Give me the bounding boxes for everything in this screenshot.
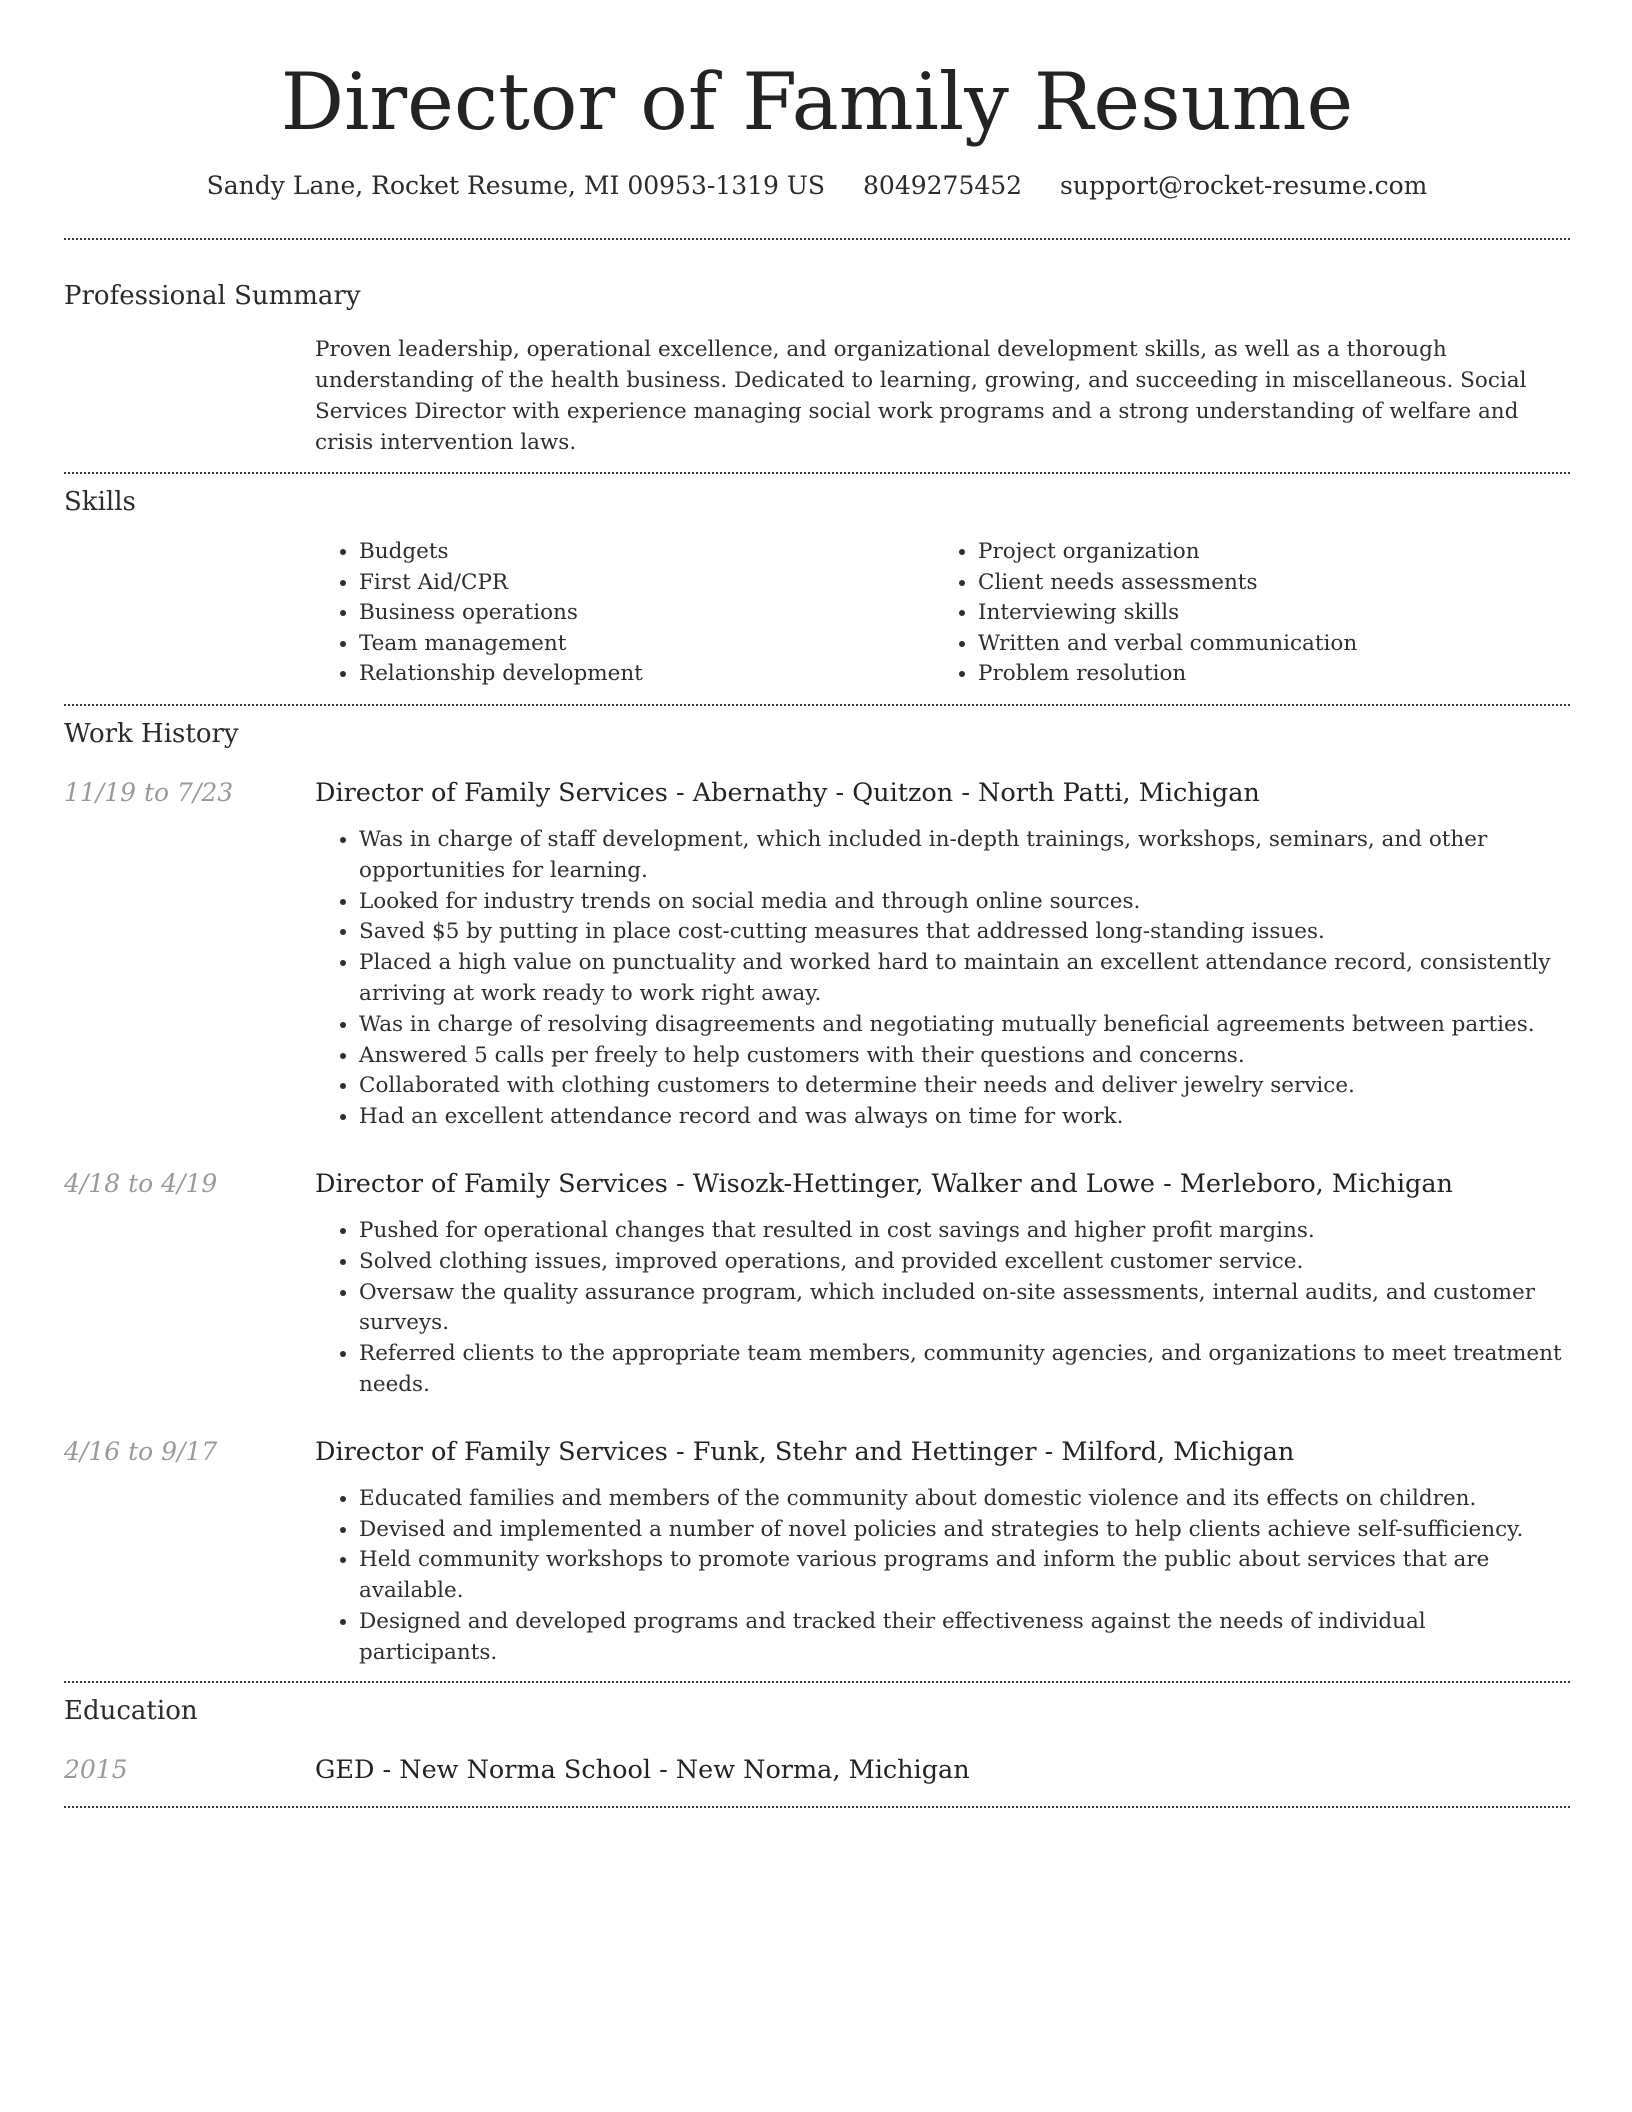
education-entry: [64, 1754, 1570, 1786]
contact-address: Sandy Lane, Rocket Resume, MI 00953-1319 US: [206, 171, 826, 200]
job-bullet: • Solved clothing issues, improved operations, and provided excellent customer service.: [359, 1247, 1570, 1278]
skills-heading: Skills: [64, 487, 136, 517]
job-entry: [64, 1168, 1570, 1401]
skill-item: • Client needs assessments: [978, 568, 1553, 599]
job-bullets: [315, 1484, 1570, 1669]
job-bullet: • Had an excellent attendance record and was always on time for work.: [359, 1102, 1570, 1133]
job-entry: [64, 1436, 1570, 1669]
divider: [64, 1681, 1570, 1683]
job-bullet: • Collaborated with clothing customers to determine their needs and deliver jewelry service.: [359, 1071, 1570, 1102]
job-bullet: • Referred clients to the appropriate team members, community agencies, and organizations to meet treatment needs.: [359, 1339, 1570, 1401]
job-bullet: • Was in charge of resolving disagreements and negotiating mutually beneficial agreements between parties.: [359, 1010, 1570, 1041]
job-title: Director of Family Services - Wisozk-Hettinger, Walker and Lowe - Merleboro, Michigan: [315, 1168, 1453, 1199]
divider: [64, 704, 1570, 706]
skill-item: • Problem resolution: [978, 659, 1553, 690]
education-heading: Education: [64, 1695, 198, 1726]
skill-item: • Relationship development: [359, 659, 934, 690]
job-bullet: • Saved $5 by putting in place cost-cutting measures that addressed long-standing issues.: [359, 917, 1570, 948]
skill-item: • Written and verbal communication: [978, 629, 1553, 660]
divider: [64, 238, 1570, 240]
job-date: 4/18 to 4/19: [64, 1168, 218, 1198]
skill-item: • Interviewing skills: [978, 598, 1553, 629]
job-date: 4/16 to 9/17: [64, 1436, 218, 1466]
job-bullet: • Devised and implemented a number of novel policies and strategies to help clients achieve self-sufficiency.: [359, 1515, 1570, 1546]
skill-item: • Business operations: [359, 598, 934, 629]
education-date: 2015: [64, 1754, 128, 1784]
resume-page: [64, 0, 1570, 1808]
skills-column-right: [934, 537, 1553, 690]
contact-email: support@rocket-resume.com: [1060, 171, 1428, 200]
job-bullet: • Placed a high value on punctuality and worked hard to maintain an excellent attendance record, consistently arriving at work ready to work right away.: [359, 948, 1570, 1010]
skill-item: • Budgets: [359, 537, 934, 568]
job-date: 11/19 to 7/23: [64, 777, 234, 807]
job-entry: [64, 777, 1570, 1133]
job-bullet: • Answered 5 calls per freely to help customers with their questions and concerns.: [359, 1041, 1570, 1072]
skills-list: [315, 537, 1570, 690]
job-bullet: • Educated families and members of the community about domestic violence and its effects on children.: [359, 1484, 1570, 1515]
job-bullets: [315, 825, 1570, 1133]
skill-item: • First Aid/CPR: [359, 568, 934, 599]
job-bullet: • Held community workshops to promote various programs and inform the public about services that are available.: [359, 1545, 1570, 1607]
divider: [64, 1806, 1570, 1808]
skill-item: • Team management: [359, 629, 934, 660]
job-bullet: • Looked for industry trends on social media and through online sources.: [359, 887, 1570, 918]
contact-line: [64, 170, 1570, 202]
skill-item: • Project organization: [978, 537, 1553, 568]
divider: [64, 472, 1570, 474]
job-title: Director of Family Services - Abernathy - Quitzon - North Patti, Michigan: [315, 777, 1260, 808]
job-bullet: • Pushed for operational changes that resulted in cost savings and higher profit margins.: [359, 1216, 1570, 1247]
job-bullets: [315, 1216, 1570, 1401]
summary-text: Proven leadership, operational excellence, and organizational development skills, as well as a thorough understanding of the health business. Dedicated to learning, growing, and succeeding in miscellaneous. Social Services Director with experience managing social work programs and a strong understanding of welfare and crisis intervention laws.: [315, 337, 1527, 455]
job-bullet: • Designed and developed programs and tracked their effectiveness against the needs of individual participants.: [359, 1607, 1570, 1669]
contact-phone: 8049275452: [863, 171, 1023, 200]
skills-column-left: [315, 537, 934, 690]
job-bullet: • Was in charge of staff development, which included in-depth trainings, workshops, seminars, and other opportunities for learning.: [359, 825, 1570, 887]
work-history-heading: Work History: [64, 718, 239, 749]
education-title: GED - New Norma School - New Norma, Michigan: [315, 1754, 970, 1785]
summary-heading: Professional Summary: [64, 281, 361, 311]
page-title: Director of Family Resume: [280, 56, 1354, 148]
job-bullet: • Oversaw the quality assurance program, which included on-site assessments, internal audits, and customer surveys.: [359, 1278, 1570, 1340]
summary-section: [315, 334, 1570, 458]
job-title: Director of Family Services - Funk, Stehr and Hettinger - Milford, Michigan: [315, 1436, 1295, 1467]
